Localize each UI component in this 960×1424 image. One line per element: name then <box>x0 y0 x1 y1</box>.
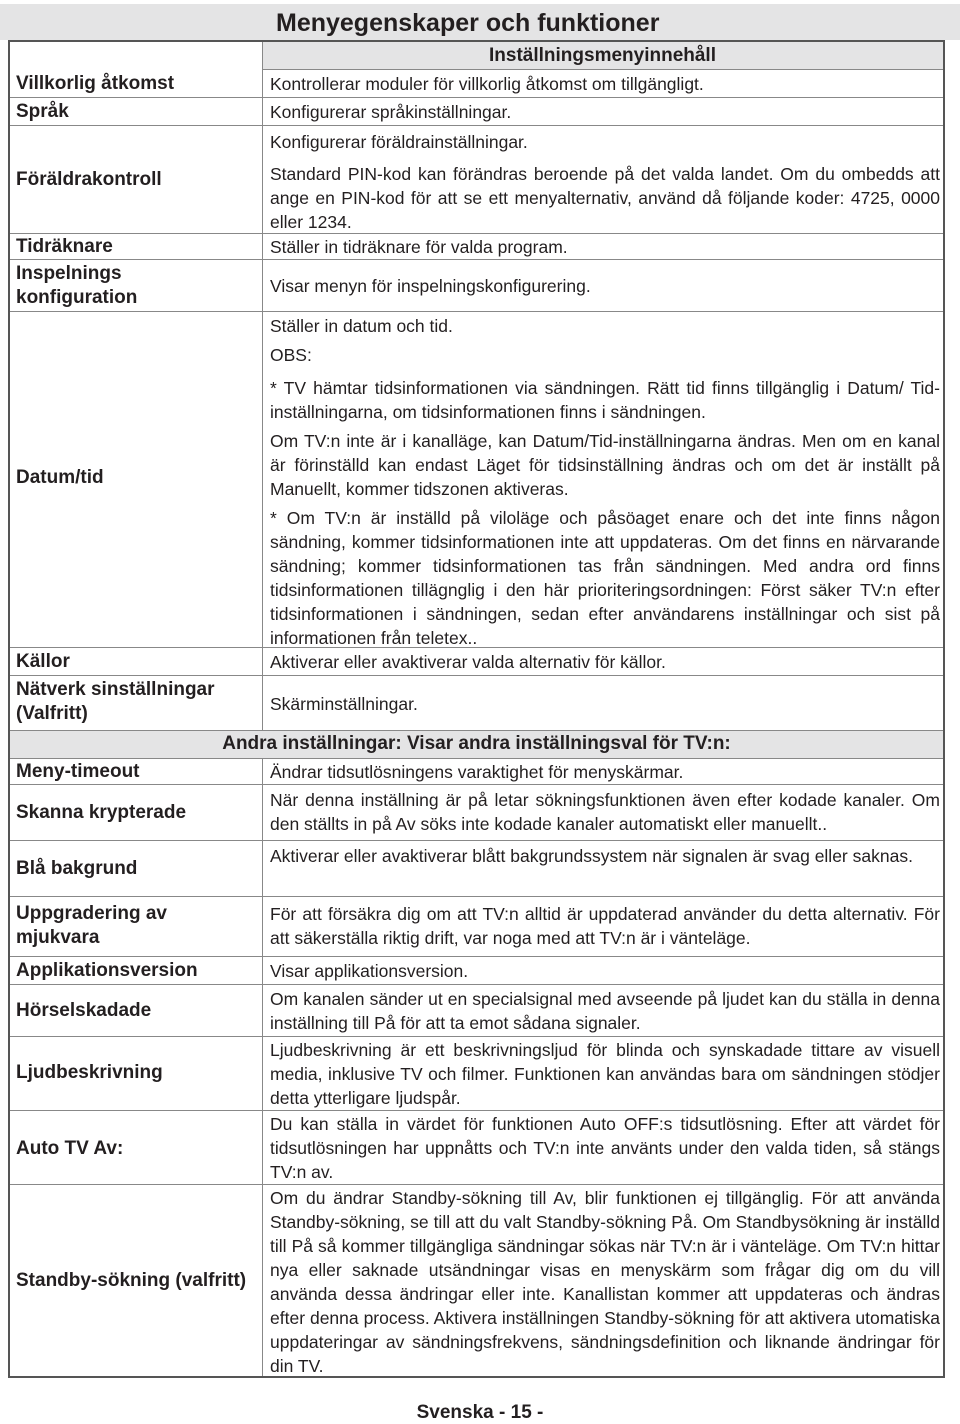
table-row <box>10 985 943 1037</box>
row-label: Källor <box>16 651 70 672</box>
row-label: Applikationsversion <box>16 960 198 981</box>
row-label: Ljudbeskrivning <box>16 1062 163 1083</box>
row-description: Aktiverar eller avaktiverar blått bakgrundssystem när signalen är svag eller saknas. <box>270 846 913 866</box>
row-label: Auto TV Av: <box>16 1138 124 1159</box>
row-description: Ljudbeskrivning är ett beskrivningsljud för blinda och synskadade tittare av visuell media, inklusive TV och filmer. Funktionen kan användas bara om sändningen stödjer detta ytterligare ljudspår. <box>270 1040 940 1108</box>
row-description: Konfigurerar föräldrainställningar. Standard PIN-kod kan förändras beroende på det valda landet. Om du ombedds att ange en PIN-kod för att se ett menyalternativ, använd då följande koder: 4725, 0000 eller 1234. <box>270 132 940 232</box>
row-label: Hörselskadade <box>16 1000 152 1021</box>
row-description: Ställer in tidräknare för valda program. <box>270 237 568 257</box>
row-description: Skärminställningar. <box>270 694 418 714</box>
row-label: Datum/tid <box>16 467 104 488</box>
table-row <box>10 957 943 985</box>
table-row <box>10 126 943 234</box>
page-title-bar <box>0 4 960 40</box>
page-title: Menyegenskaper och funktioner <box>276 9 660 37</box>
row-label: Nätverk sinställningar (Valfritt) <box>16 679 215 724</box>
table-row <box>10 841 943 897</box>
row-label: Språk <box>16 101 69 122</box>
section-header <box>262 42 943 70</box>
row-description: Ändrar tidsutlösningens varaktighet för menyskärmar. <box>270 762 684 782</box>
row-description: För att försäkra dig om att TV:n alltid är uppdaterad använder du detta alternativ. För att säkerställa riktig drift, var noga med att TV:n är i vänteläge. <box>270 904 940 948</box>
row-description: Du kan ställa in värdet för funktionen Auto OFF:s tidsutlösning. Efter att värdet för tidsutlösningen har uppnåtts och TV:n inte använts under den valda tiden, så stängs TV:n av. <box>270 1114 940 1182</box>
table-row <box>10 785 943 841</box>
table-row <box>10 70 943 98</box>
table-row <box>10 759 943 785</box>
section-header-text: Inställningsmenyinnehåll <box>489 45 716 66</box>
row-label: Skanna krypterade <box>16 802 187 823</box>
table-row <box>10 260 943 312</box>
row-description: Om du ändrar Standby-sökning till Av, blir funktionen ej tillgänglig. För att använda Standby-sökning, se till att du valt Standby-sökning På. Om Standbysökning är inställd till På så kommer tillgängliga sändningar sökas när TV:n är i vänteläge. Om TV:n hittar nya eller saknade utsändningar visas en menyskärm som frågar dig om du vill använda dessa ändringar eller inte. Kanallistan kommer att uppdateras och ändras efter denna process. Aktivera inställningen Standby-sökning för att aktivera utomatiska uppdateringar av sändningsfrekvens, sändningsdefinition och liknande ändringar för din TV. <box>270 1188 940 1376</box>
table-row <box>10 676 943 731</box>
table-row <box>10 98 943 126</box>
row-description: Konfigurerar språkinställningar. <box>270 102 512 122</box>
settings-table <box>8 40 945 1378</box>
row-label: Uppgradering av mjukvara <box>16 903 167 948</box>
row-label: Villkorlig åtkomst <box>16 73 175 94</box>
table-row <box>10 312 943 648</box>
table-row <box>10 897 943 957</box>
row-description: Om kanalen sänder ut en specialsignal med avseende på ljudet kan du ställa in denna inställning till På för att ta emot sådana signaler. <box>270 989 940 1033</box>
table-row <box>10 1037 943 1111</box>
row-label: Inspelnings konfiguration <box>16 263 138 308</box>
table-row <box>10 1185 943 1376</box>
row-description: När denna inställning är på letar sökningsfunktionen även efter kodade kanaler. Om den ställts in på Av söks inte kodade kanaler automatiskt eller manuellt.. <box>270 790 940 834</box>
row-label: Standby-sökning (valfritt) <box>16 1270 247 1291</box>
row-description: Aktiverar eller avaktiverar valda alternativ för källor. <box>270 652 666 672</box>
row-description: Visar applikationsversion. <box>270 961 469 981</box>
row-description: Visar menyn för inspelningskonfigurering. <box>270 276 591 296</box>
table-row <box>10 234 943 260</box>
row-label: Meny-timeout <box>16 761 140 782</box>
other-settings-header-text: Andra inställningar: Visar andra inställningsval för TV:n: <box>222 733 731 754</box>
row-label: Blå bakgrund <box>16 858 138 879</box>
other-settings-header <box>10 731 943 759</box>
row-label: Föräldrakontroll <box>16 169 162 190</box>
page-footer: Svenska - 15 - <box>416 1402 544 1423</box>
row-label: Tidräknare <box>16 236 113 257</box>
row-description: Ställer in datum och tid. OBS: * TV hämtar tidsinformationen via sändningen. Rätt tid finns tillgänglig i Datum/ Tid-inställningarna, om tidsinformationen finns i sändningen. Om TV:n inte är i kanalläge, kan Datum/Tid-inställningarna ändras. Men om en kanal är förinställd kan endast Läget för tidsinställning ändras och om det är inställt på Manuellt, kommer tidszonen aktiveras. * Om TV:n är inställd på viloläge och påsöaget enare och det inte finns någon sändning, kommer tidsinformationen inte att uppdateras. Om det finns en närvarande sändning; kommer tidsinformationen tas från sändningen. Med andra ord finns tidsinformationen tillägnglig i den här prioriteringsordningen: Först säker TV:n efter tidsinformationen i sändningen, sedan efter användarens inställningar och sist på informationen från teletex.. <box>270 316 940 648</box>
table-row <box>10 648 943 676</box>
table-row <box>10 1111 943 1185</box>
row-description: Kontrollerar moduler för villkorlig åtkomst om tillgängligt. <box>270 74 704 94</box>
